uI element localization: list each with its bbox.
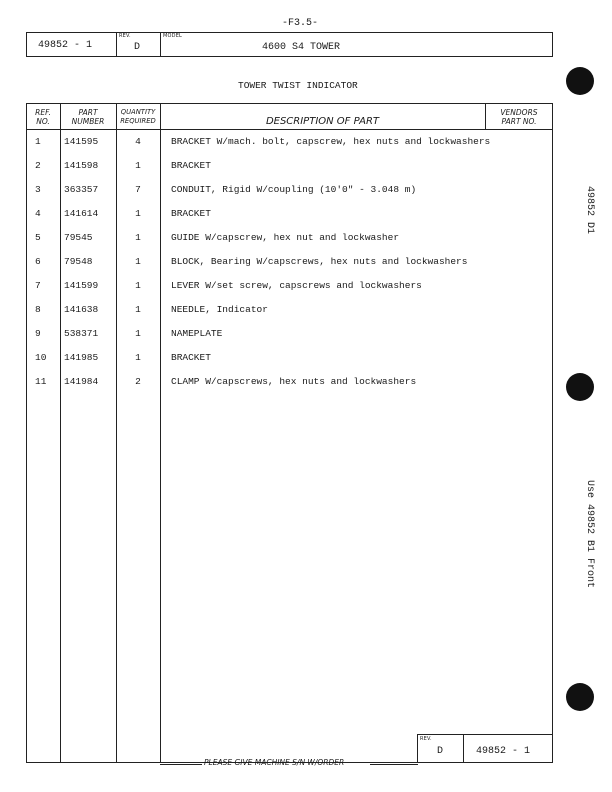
row-ref: 11 <box>35 376 47 387</box>
row-part: 79545 <box>64 232 93 243</box>
row-ref: 8 <box>35 304 41 315</box>
header-rev-label: REV. <box>119 33 131 39</box>
row-part: 141599 <box>64 280 99 291</box>
section-title: TOWER TWIST INDICATOR <box>238 80 358 91</box>
row-ref: 2 <box>35 160 41 171</box>
row-part: 141598 <box>64 160 99 171</box>
row-desc: BRACKET W/mach. bolt, capscrew, hex nuts and lockwashers <box>171 136 491 147</box>
parts-table <box>26 103 553 763</box>
row-part: 79548 <box>64 256 93 267</box>
row-qty: 2 <box>135 376 141 387</box>
table-header-rule <box>26 129 553 130</box>
row-ref: 3 <box>35 184 41 195</box>
row-desc: NEEDLE, Indicator <box>171 304 268 315</box>
header-doc-number: 49852 - 1 <box>38 40 93 51</box>
col-header-ref: REF. NO. <box>35 108 51 126</box>
footer-rev-value: D <box>437 746 444 757</box>
row-part: 538371 <box>64 328 99 339</box>
footer-note: PLEASE GIVE MACHINE S/N W/ORDER <box>204 758 345 767</box>
header-divider-1 <box>116 32 117 57</box>
row-desc: BLOCK, Bearing W/capscrews, hex nuts and lockwashers <box>171 256 468 267</box>
row-part: 141985 <box>64 352 99 363</box>
row-part: 141614 <box>64 208 99 219</box>
footer-divider <box>463 734 464 763</box>
row-desc: BRACKET <box>171 208 211 219</box>
binder-hole-top <box>566 67 594 95</box>
margin-note-bottom: Use 49852 B1 Front <box>584 480 595 589</box>
margin-note-top: 49852 D1 <box>584 186 595 235</box>
header-divider-2 <box>160 32 161 57</box>
row-qty: 1 <box>135 256 141 267</box>
footer-note-rule-right <box>370 764 418 765</box>
col-header-desc: DESCRIPTION OF PART <box>265 116 380 127</box>
row-qty: 1 <box>135 160 141 171</box>
row-desc: LEVER W/set screw, capscrews and lockwashers <box>171 280 422 291</box>
row-qty: 1 <box>135 328 141 339</box>
footer-doc-number: 49852 - 1 <box>476 746 531 757</box>
col-line-part <box>116 103 117 763</box>
row-desc: CONDUIT, Rigid W/coupling (10'0" - 3.048 m) <box>171 184 417 195</box>
row-part: 141638 <box>64 304 99 315</box>
row-ref: 9 <box>35 328 41 339</box>
row-part: 141595 <box>64 136 99 147</box>
header-model-label: MODEL <box>163 33 183 39</box>
row-desc: CLAMP W/capscrews, hex nuts and lockwashers <box>171 376 417 387</box>
col-line-ref <box>60 103 61 763</box>
row-qty: 1 <box>135 352 141 363</box>
row-desc: GUIDE W/capscrew, hex nut and lockwasher <box>171 232 400 243</box>
row-qty: 1 <box>135 304 141 315</box>
row-ref: 1 <box>35 136 41 147</box>
row-ref: 6 <box>35 256 41 267</box>
row-desc: BRACKET <box>171 352 211 363</box>
row-ref: 7 <box>35 280 41 291</box>
row-ref: 10 <box>35 352 47 363</box>
row-qty: 1 <box>135 208 141 219</box>
binder-hole-middle <box>566 373 594 401</box>
row-desc: BRACKET <box>171 160 211 171</box>
row-qty: 1 <box>135 280 141 291</box>
row-ref: 4 <box>35 208 41 219</box>
page-number: -F3.5- <box>282 18 319 29</box>
header-rev-value: D <box>134 42 141 53</box>
row-ref: 5 <box>35 232 41 243</box>
header-model-value: 4600 S4 TOWER <box>262 42 341 53</box>
row-desc: NAMEPLATE <box>171 328 223 339</box>
col-header-part: PART NUMBER <box>71 108 105 126</box>
row-qty: 7 <box>135 184 141 195</box>
binder-hole-bottom <box>566 683 594 711</box>
footer-rev-label: REV. <box>420 736 432 742</box>
col-line-qty <box>160 103 161 763</box>
row-qty: 1 <box>135 232 141 243</box>
col-header-vendor: VENDORS PART NO. <box>500 108 538 126</box>
row-part: 363357 <box>64 184 99 195</box>
footer-note-rule-left <box>160 764 202 765</box>
col-header-qty: QUANTITY REQUIRED <box>120 108 156 125</box>
row-part: 141984 <box>64 376 99 387</box>
row-qty: 4 <box>135 136 141 147</box>
